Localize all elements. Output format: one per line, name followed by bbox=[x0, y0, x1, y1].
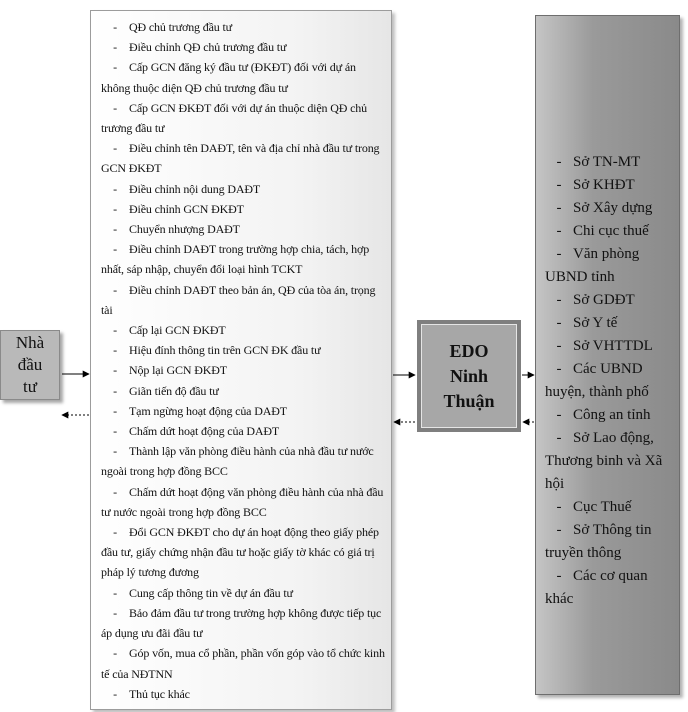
dash-bullet: - bbox=[113, 383, 117, 398]
dash-bullet: - bbox=[556, 154, 562, 170]
dash-bullet: - bbox=[556, 522, 562, 538]
agency-item-text: Sở Thông tin truyền thông bbox=[545, 522, 652, 561]
procedure-item bbox=[101, 57, 385, 97]
dash-bullet: - bbox=[556, 246, 562, 262]
investor-label-line-3: tư bbox=[23, 377, 37, 396]
procedure-item bbox=[101, 37, 385, 57]
edo-box-inner bbox=[421, 324, 517, 428]
procedure-item-text: Cung cấp thông tin về dự án đầu tư bbox=[129, 585, 293, 600]
dash-bullet: - bbox=[113, 585, 117, 600]
dash-bullet: - bbox=[556, 315, 562, 331]
procedure-item-text: Hiệu đính thông tin trên GCN ĐK đầu tư bbox=[129, 343, 321, 358]
dash-bullet: - bbox=[556, 361, 562, 377]
edo-label-line-1: EDO bbox=[449, 340, 489, 361]
dash-bullet: - bbox=[113, 686, 117, 701]
procedure-item bbox=[101, 239, 385, 279]
dash-bullet: - bbox=[113, 403, 117, 418]
dash-bullet: - bbox=[113, 100, 117, 115]
dash-bullet: - bbox=[113, 20, 117, 34]
agency-item bbox=[545, 197, 679, 220]
dash-bullet: - bbox=[556, 223, 562, 239]
procedure-item-text: Bảo đảm đầu tư trong trường hợp không được tiếp tục áp dụng ưu đãi đầu tư bbox=[101, 605, 382, 641]
dash-bullet: - bbox=[113, 646, 117, 661]
procedure-item bbox=[101, 138, 385, 178]
procedure-item-text: Cấp GCN đăng ký đầu tư (ĐKĐT) đối với dự án không thuộc diện QĐ chủ trương đầu tư bbox=[101, 60, 356, 95]
procedure-item-text: Chấm dứt hoạt động của DAĐT bbox=[129, 424, 280, 439]
dash-bullet: - bbox=[113, 424, 117, 439]
agencies-list-box bbox=[535, 15, 680, 695]
dash-bullet: - bbox=[556, 200, 562, 216]
procedure-item-text: Điều chỉnh GCN ĐKĐT bbox=[129, 201, 244, 216]
agencies-list bbox=[545, 151, 679, 611]
procedure-item-text: Cấp GCN ĐKĐT đối với dự án thuộc diện QĐ chủ trương đầu tư bbox=[101, 100, 367, 136]
agency-item bbox=[545, 220, 679, 243]
agency-item-text: Công an tỉnh bbox=[573, 407, 651, 423]
investor-label-line-2: đầu bbox=[17, 355, 43, 374]
dash-bullet: - bbox=[556, 407, 562, 423]
procedure-item-text: Thành lập văn phòng điều hành của nhà đầu tư nước ngoài trong hợp đồng BCC bbox=[101, 444, 374, 479]
procedure-item-text: Thủ tục khác bbox=[129, 686, 190, 701]
dash-bullet: - bbox=[113, 222, 117, 237]
agency-item-text: Sở Xây dựng bbox=[573, 200, 653, 216]
procedure-item bbox=[101, 381, 385, 401]
edo-label-line-2: Ninh bbox=[449, 365, 488, 386]
dash-bullet: - bbox=[113, 40, 117, 55]
procedure-item-text: Nộp lại GCN ĐKĐT bbox=[129, 363, 227, 378]
procedure-item-text: Giãn tiến độ đầu tư bbox=[129, 383, 219, 398]
dash-bullet: - bbox=[556, 338, 562, 354]
agency-item bbox=[545, 335, 679, 358]
dash-bullet: - bbox=[113, 444, 117, 459]
dash-bullet: - bbox=[113, 605, 117, 620]
procedure-item-text: QĐ chủ trương đầu tư bbox=[129, 20, 233, 34]
procedures-list bbox=[101, 17, 385, 704]
procedure-item-text: Cấp lại GCN ĐKĐT bbox=[129, 323, 226, 338]
procedure-item bbox=[101, 583, 385, 603]
dash-bullet: - bbox=[556, 292, 562, 308]
dash-bullet: - bbox=[113, 201, 117, 216]
procedure-item bbox=[101, 179, 385, 199]
agency-item-text: Các UBND huyện, thành phố bbox=[545, 361, 649, 400]
agency-item-text: Cục Thuế bbox=[573, 499, 632, 515]
agency-item bbox=[545, 496, 679, 519]
agency-item-text: Văn phòng UBND tỉnh bbox=[545, 246, 640, 285]
dash-bullet: - bbox=[113, 181, 117, 196]
agency-item-text: Sở GDĐT bbox=[573, 292, 635, 308]
procedure-item-text: Điều chỉnh tên DAĐT, tên và địa chỉ nhà đầu tư trong GCN ĐKĐT bbox=[101, 141, 380, 176]
dash-bullet: - bbox=[556, 499, 562, 515]
agency-item-text: Chi cục thuế bbox=[573, 223, 649, 239]
dash-bullet: - bbox=[113, 242, 117, 257]
procedure-item bbox=[101, 360, 385, 380]
procedure-item-text: Điều chỉnh QĐ chủ trương đầu tư bbox=[129, 40, 287, 55]
agency-item bbox=[545, 427, 679, 496]
procedure-item bbox=[101, 603, 385, 643]
procedure-item bbox=[101, 340, 385, 360]
investor-label-line-1: Nhà bbox=[15, 333, 45, 352]
procedure-item bbox=[101, 643, 385, 683]
dash-bullet: - bbox=[113, 363, 117, 378]
procedure-item bbox=[101, 280, 385, 320]
procedure-item bbox=[101, 421, 385, 441]
agency-item bbox=[545, 151, 679, 174]
procedure-item-text: Điều chỉnh DAĐT trong trường hợp chia, tách, hợp nhất, sáp nhập, chuyển đổi loại hình TCKT bbox=[101, 242, 370, 277]
procedures-list-box bbox=[90, 10, 392, 710]
agency-item-text: Sở Lao động, Thương binh và Xã hội bbox=[545, 430, 663, 492]
procedure-item-text: Điều chỉnh DAĐT theo bản án, QĐ của tòa án, trọng tài bbox=[101, 282, 376, 317]
procedure-item bbox=[101, 199, 385, 219]
procedure-item bbox=[101, 17, 385, 37]
dash-bullet: - bbox=[113, 141, 117, 156]
procedure-item-text: Điều chỉnh nội dung DAĐT bbox=[129, 181, 261, 196]
investor-box bbox=[0, 330, 60, 400]
agency-item-text: Sở KHĐT bbox=[573, 177, 635, 193]
dash-bullet: - bbox=[113, 323, 117, 338]
procedure-item bbox=[101, 320, 385, 340]
dash-bullet: - bbox=[556, 568, 562, 584]
procedure-item bbox=[101, 401, 385, 421]
agency-item-text: Sở TN-MT bbox=[573, 154, 641, 170]
edo-box bbox=[417, 320, 521, 432]
procedure-item-text: Chấm dứt hoạt động văn phòng điều hành của nhà đầu tư nước ngoài trong hợp đồng BCC bbox=[101, 484, 384, 519]
procedure-item bbox=[101, 98, 385, 138]
procedure-item bbox=[101, 522, 385, 583]
dash-bullet: - bbox=[113, 343, 117, 358]
agency-item-text: Sở Y tế bbox=[573, 315, 618, 331]
agency-item bbox=[545, 312, 679, 335]
dash-bullet: - bbox=[113, 282, 117, 297]
agency-item bbox=[545, 174, 679, 197]
agency-item-text: Sở VHTTDL bbox=[573, 338, 653, 354]
dash-bullet: - bbox=[113, 60, 117, 75]
agency-item bbox=[545, 404, 679, 427]
procedure-item-text: Đổi GCN ĐKĐT cho dự án hoạt động theo giấy phép đầu tư, giấy chứng nhận đầu tư hoặc giấy tờ khác có giá trị pháp lý tương đương bbox=[101, 525, 379, 580]
procedure-item-text: Tạm ngừng hoạt động của DAĐT bbox=[129, 403, 287, 418]
dash-bullet: - bbox=[556, 430, 562, 446]
procedure-item bbox=[101, 219, 385, 239]
procedure-item bbox=[101, 684, 385, 704]
procedure-item-text: Chuyển nhượng DAĐT bbox=[129, 222, 240, 237]
edo-label bbox=[443, 339, 494, 414]
agency-item bbox=[545, 289, 679, 312]
edo-label-line-3: Thuận bbox=[443, 390, 495, 411]
dash-bullet: - bbox=[556, 177, 562, 193]
dash-bullet: - bbox=[113, 484, 117, 499]
agency-item bbox=[545, 565, 679, 611]
agency-item bbox=[545, 519, 679, 565]
dash-bullet: - bbox=[113, 525, 117, 540]
procedure-item bbox=[101, 482, 385, 522]
investor-label bbox=[16, 332, 44, 398]
agency-item-text: Các cơ quan khác bbox=[545, 568, 648, 607]
agency-item bbox=[545, 243, 679, 289]
procedure-item bbox=[101, 441, 385, 481]
agency-item bbox=[545, 358, 679, 404]
procedure-item-text: Góp vốn, mua cổ phần, phần vốn góp vào tổ chức kinh tế của NĐTNN bbox=[101, 646, 385, 681]
